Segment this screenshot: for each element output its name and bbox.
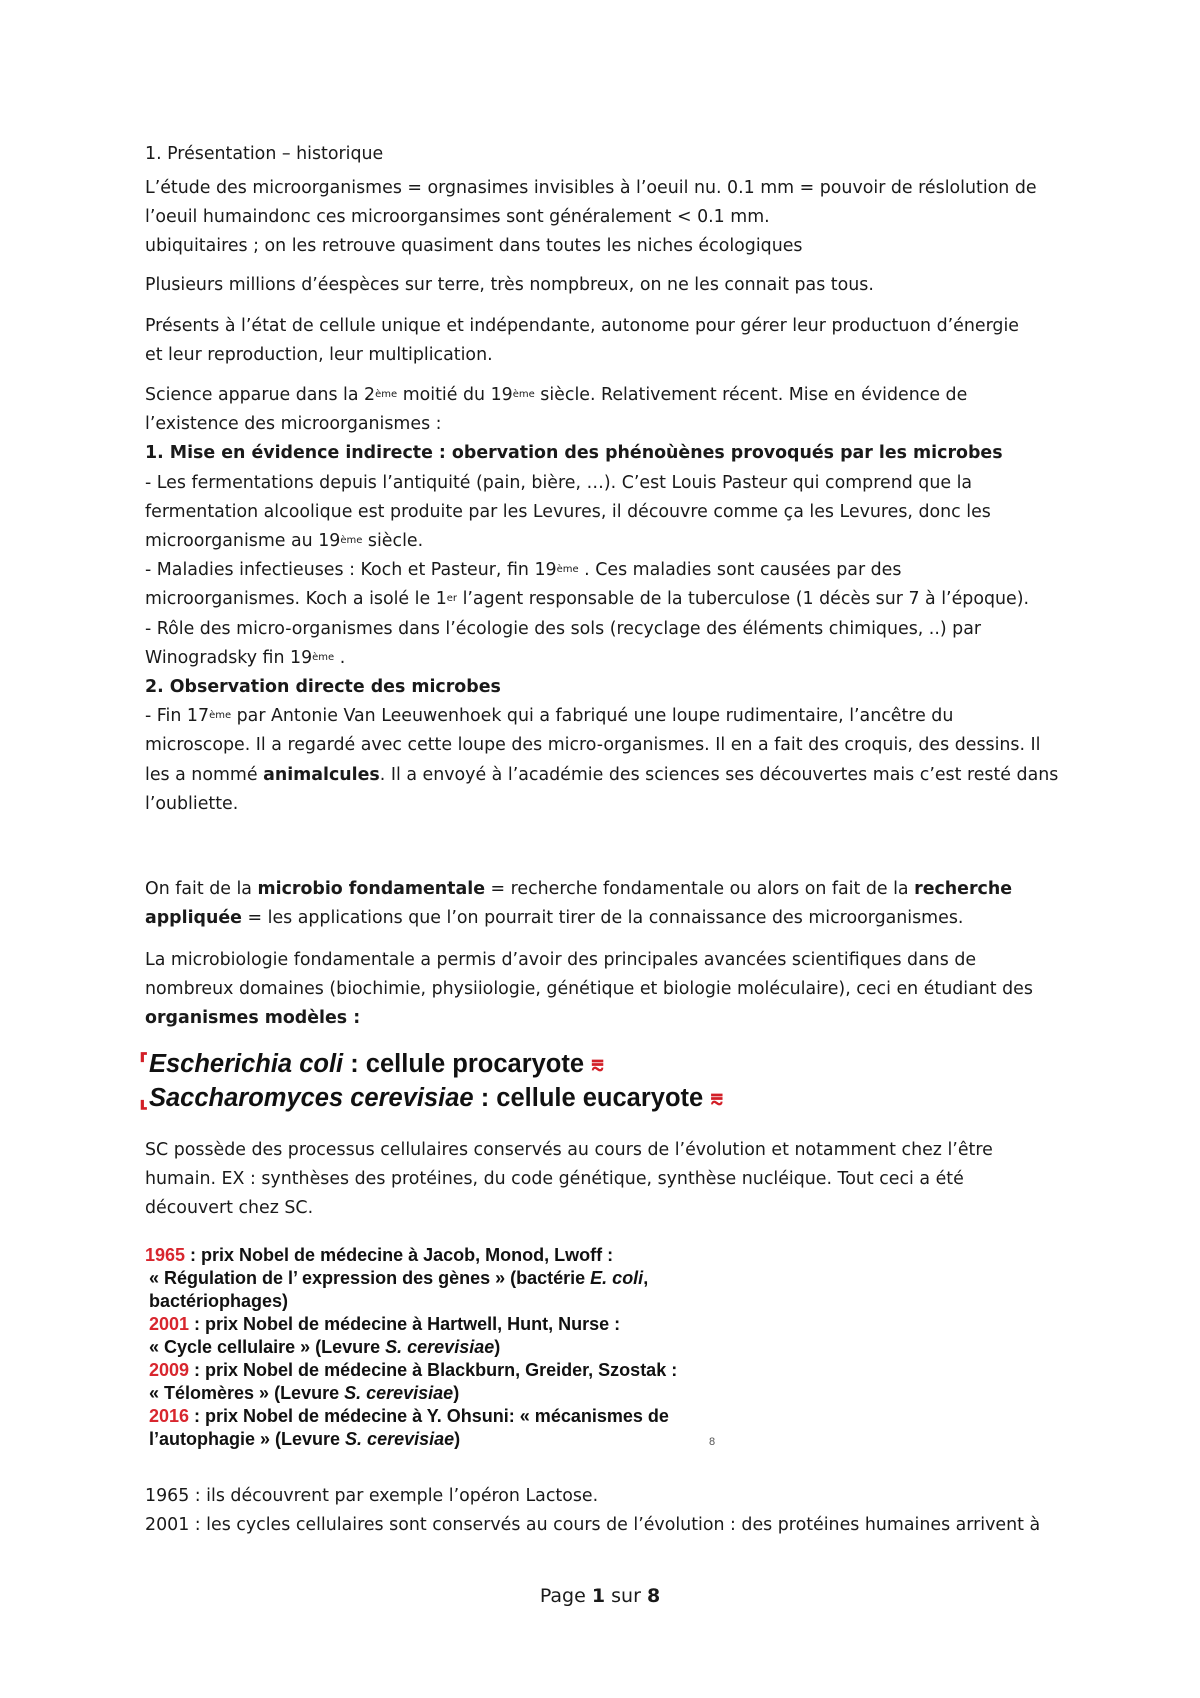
- nobel-1965-topic-cont: bactériophages): [149, 1291, 289, 1311]
- organism-ecoli: ⸢Escherichia coli : cellule procaryote ⩳: [139, 1050, 605, 1078]
- text-line: 2001 : les cycles cellulaires sont conservés au cours de l’évolution : des protéines humaines arrivent à: [145, 1515, 1041, 1536]
- nobel-1965: 1965 : prix Nobel de médecine à Jacob, Monod, Lwoff :: [145, 1245, 614, 1265]
- nobel-2016: 2016 : prix Nobel de médecine à Y. Ohsuni: « mécanismes de: [149, 1406, 669, 1426]
- text-line: Winogradsky fin 19ème .: [145, 647, 346, 668]
- text-line: humain. EX : synthèses des protéines, du code génétique, synthèse nucléique. Tout ceci a été: [145, 1169, 964, 1190]
- text-line: Science apparue dans la 2ème moitié du 19ème siècle. Relativement récent. Mise en évidence de: [145, 385, 968, 405]
- text-line: - Maladies infectieuses : Koch et Pasteur, fin 19ème . Ces maladies sont causées par des: [145, 560, 902, 581]
- text-line: 1965 : ils découvrent par exemple l’opéron Lactose.: [145, 1486, 599, 1506]
- slide-number: 8: [709, 1436, 716, 1448]
- annotation-mark: ⩳: [710, 1086, 724, 1111]
- nobel-1965-topic: « Régulation de l’ expression des gènes » (bactérie E. coli,: [149, 1268, 649, 1288]
- text-line: l’existence des microorganismes :: [145, 414, 442, 435]
- text-line: Présents à l’état de cellule unique et indépendante, autonome pour gérer leur productuon d’énergie: [145, 316, 1019, 336]
- subheading-direct: 2. Observation directe des microbes: [145, 677, 501, 698]
- annotation-mark: ⸢: [139, 1050, 149, 1078]
- text-line: - Fin 17ème par Antonie Van Leeuwenhoek qui a fabriqué une loupe rudimentaire, l’ancêtre du: [145, 706, 954, 727]
- paragraph-definition: [145, 174, 1065, 262]
- nobel-2009: 2009 : prix Nobel de médecine à Blackburn, Greider, Szostak :: [149, 1360, 678, 1380]
- nobel-2001: 2001 : prix Nobel de médecine à Hartwell, Hunt, Nurse :: [149, 1314, 621, 1334]
- text-line: - Les fermentations depuis l’antiquité (pain, bière, …). C’est Louis Pasteur qui comprend que la: [145, 472, 973, 493]
- text-line: - Rôle des micro-organismes dans l’écologie des sols (recyclage des éléments chimiques, ..) par: [145, 618, 982, 639]
- paragraph-species: Plusieurs millions d’éespèces sur terre, très nompbreux, on ne les connait pas tous.: [145, 275, 874, 295]
- nobel-2001-topic: « Cycle cellulaire » (Levure S. cerevisiae): [149, 1337, 501, 1357]
- text-line: les a nommé animalcules. Il a envoyé à l’académie des sciences ses découvertes mais c’est resté dans: [145, 764, 1059, 785]
- paragraph-unicellular: [145, 312, 1065, 370]
- text-line: SC possède des processus cellulaires conservés au cours de l’évolution et notamment chez l’être: [145, 1140, 993, 1160]
- annotation-mark: ⩳: [591, 1052, 605, 1077]
- nobel-prizes-image: [145, 1240, 725, 1460]
- text-line: On fait de la microbio fondamentale = recherche fondamentale ou alors on fait de la recherche: [145, 879, 1013, 899]
- paragraph-model-organisms: [145, 946, 1065, 1034]
- paragraph-discoveries: [145, 1482, 1065, 1540]
- text-line: ubiquitaires ; on les retrouve quasiment dans toutes les niches écologiques: [145, 236, 803, 257]
- text-line: découvert chez SC.: [145, 1198, 314, 1219]
- text-line: l’oubliette.: [145, 793, 239, 814]
- text-line: appliquée = les applications que l’on pourrait tirer de la connaissance des microorganismes.: [145, 908, 964, 929]
- nobel-2016-topic: l’autophagie » (Levure S. cerevisiae): [149, 1429, 461, 1449]
- paragraph-history: [145, 381, 1065, 819]
- text-line: L’étude des microorganismes = orgnasimes invisibles à l’oeuil nu. 0.1 mm = pouvoir de réslolution de: [145, 178, 1037, 198]
- text-line: l’oeuil humaindonc ces microorgansimes sont généralement < 0.1 mm.: [145, 207, 770, 228]
- text-line: organismes modèles :: [145, 1008, 361, 1029]
- paragraph-saccharomyces: [145, 1136, 1065, 1224]
- subheading-indirect: 1. Mise en évidence indirecte : obervation des phénoùènes provoqués par les microbes: [145, 443, 1003, 464]
- text-line: nombreux domaines (biochimie, physiiologie, génétique et biologie moléculaire), ceci en étudiant des: [145, 979, 1033, 1000]
- text-line: microorganisme au 19ème siècle.: [145, 531, 424, 552]
- text-line: fermentation alcoolique est produite par les Levures, il découvre comme ça les Levures, donc les: [145, 501, 991, 522]
- text-line: et leur reproduction, leur multiplication.: [145, 345, 493, 366]
- text-line: microorganismes. Koch a isolé le 1er l’agent responsable de la tuberculose (1 décès sur 7 à l’époque).: [145, 589, 1030, 610]
- page-footer: Page 1 sur 8: [539, 1585, 661, 1607]
- section-heading: 1. Présentation – historique: [145, 144, 384, 164]
- model-organisms-image: [139, 1045, 765, 1117]
- text-line: microscope. Il a regardé avec cette loupe des micro-organismes. Il en a fait des croquis, des dessins. Il: [145, 735, 1041, 756]
- nobel-2009-topic: « Télomères » (Levure S. cerevisiae): [149, 1383, 460, 1403]
- organism-yeast: ⸤Saccharomyces cerevisiae : cellule eucaryote ⩳: [139, 1084, 724, 1112]
- paragraph-fundamental: [145, 875, 1065, 933]
- text-line: La microbiologie fondamentale a permis d’avoir des principales avancées scientifiques dans de: [145, 950, 977, 970]
- annotation-mark: ⸤: [139, 1084, 149, 1112]
